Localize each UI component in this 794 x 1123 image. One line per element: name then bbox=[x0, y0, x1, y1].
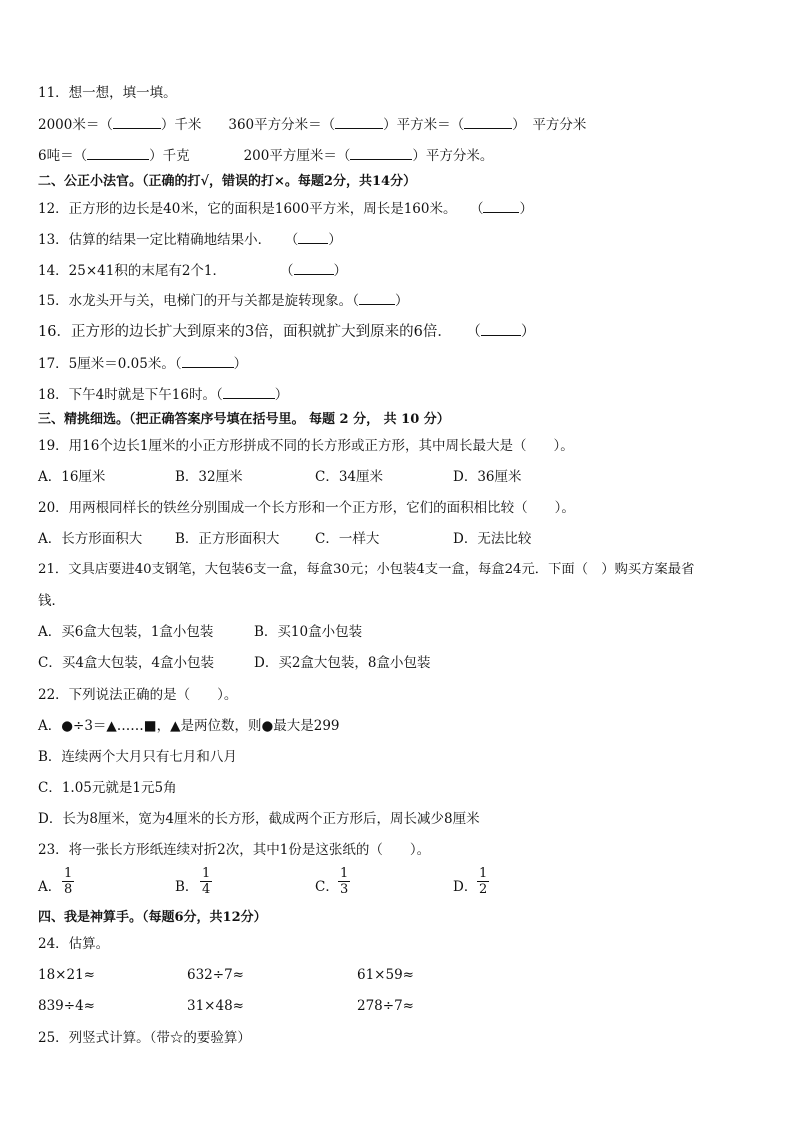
q17-text: 17．5厘米＝0.05米。 bbox=[38, 356, 175, 372]
q24-expr-2: 632÷7≈ bbox=[187, 967, 244, 983]
q24-expr-4: 839÷4≈ bbox=[38, 998, 95, 1014]
q21-stem-line-1: 21．文具店要进40支钢笔，大包装6支一盒，每盒30元；小包装4支一盒，每盒24元．下面（ ）购买方案最省 bbox=[38, 562, 695, 577]
paren-open: （ bbox=[286, 263, 294, 279]
q11-row-1 bbox=[38, 115, 586, 134]
answer-blank[interactable] bbox=[113, 115, 161, 129]
q15-text: 15．水龙头开与关，电梯门的开与关都是旋转现象。 bbox=[38, 293, 353, 309]
q11-r1-text-e: ） bbox=[512, 117, 519, 133]
q13 bbox=[38, 230, 342, 249]
q20-option-c[interactable]: C．一样大 bbox=[315, 531, 380, 547]
section-3-heading: 三、精挑细选。（把正确答案序号填在括号里。 每题 2 分， 共 10 分） bbox=[38, 412, 450, 427]
section-4-heading: 四、我是神算手。（每题6分，共12分） bbox=[38, 910, 267, 925]
paren-open: （ bbox=[174, 356, 182, 372]
fraction-denominator: 4 bbox=[202, 882, 211, 897]
q22-option-d[interactable]: D．长为8厘米，宽为4厘米的长方形，截成两个正方形后，周长减少8厘米 bbox=[38, 811, 480, 827]
q23-fraction-c bbox=[338, 866, 350, 897]
answer-blank[interactable] bbox=[294, 261, 334, 275]
paren-open: （ bbox=[215, 387, 223, 403]
paren-open: （ bbox=[473, 324, 481, 340]
q11-row-2 bbox=[38, 146, 493, 165]
fraction-numerator: 1 bbox=[340, 866, 349, 881]
fraction-denominator: 2 bbox=[479, 882, 488, 897]
q11-r2-text-c: 200平方厘米＝（ bbox=[243, 148, 351, 164]
q18 bbox=[38, 385, 288, 404]
q11-r1-text-a: 2000米＝（ bbox=[38, 117, 113, 133]
q13-text: 13．估算的结果一定比精确地结果小． bbox=[38, 232, 265, 248]
paren-close: ） bbox=[328, 232, 342, 248]
q11-r2-text-a: 6吨＝（ bbox=[38, 148, 88, 164]
q19-option-b[interactable]: B．32厘米 bbox=[175, 469, 243, 485]
answer-blank[interactable] bbox=[359, 291, 395, 305]
q21-option-d[interactable]: D．买2盒大包装，8盒小包装 bbox=[254, 655, 431, 671]
paren-open: （ bbox=[291, 232, 299, 248]
paren-close: ） bbox=[519, 201, 533, 217]
q11-r1-text-b: ）千米 bbox=[160, 117, 202, 133]
paren-close: ） bbox=[233, 356, 248, 372]
q18-text: 18．下午4时就是下午16时。 bbox=[38, 387, 216, 403]
q22-option-a[interactable]: A．●÷3＝▲……■，▲是两位数，则●最大是299 bbox=[38, 718, 340, 734]
paren-close: ） bbox=[333, 263, 348, 279]
q16 bbox=[38, 322, 535, 341]
answer-blank[interactable] bbox=[298, 230, 328, 244]
q24-title: 24．估算。 bbox=[38, 936, 110, 952]
q11-title: 11．想一想，填一填。 bbox=[38, 85, 177, 101]
q11-r2-text-d: ）平方分米。 bbox=[412, 148, 494, 164]
q20-option-d[interactable]: D．无法比较 bbox=[453, 531, 532, 547]
q23-stem: 23．将一张长方形纸连续对折2次，其中1份是这张纸的（ ）。 bbox=[38, 842, 431, 858]
fraction-denominator: 8 bbox=[64, 882, 73, 897]
q11-r1-text-f: 平方分米 bbox=[532, 117, 587, 133]
q22-option-c[interactable]: C．1.05元就是1元5角 bbox=[38, 780, 177, 796]
q23-fraction-a bbox=[62, 866, 74, 897]
q24-expr-6: 278÷7≈ bbox=[357, 998, 414, 1014]
q14 bbox=[38, 261, 347, 280]
fraction-denominator: 3 bbox=[340, 882, 349, 897]
q19-option-c[interactable]: C．34厘米 bbox=[315, 469, 384, 485]
q14-text: 14．25×41积的末尾有2个1． bbox=[38, 263, 220, 279]
q19-stem: 19．用16个边长1厘米的小正方形拼成不同的长方形或正方形，其中周长最大是（ ）。 bbox=[38, 438, 574, 454]
q21-stem-line-2: 钱． bbox=[38, 593, 65, 609]
q21-option-b[interactable]: B．买10盒小包装 bbox=[254, 624, 363, 640]
q22-stem: 22．下列说法正确的是（ ）。 bbox=[38, 687, 238, 703]
q21-option-c[interactable]: C．买4盒大包装，4盒小包装 bbox=[38, 655, 215, 671]
q25-title: 25．列竖式计算。（带☆的要验算） bbox=[38, 1030, 251, 1046]
q24-expr-1: 18×21≈ bbox=[38, 967, 95, 983]
q11-r1-text-c: 360平方分米＝（ bbox=[228, 117, 336, 133]
answer-blank[interactable] bbox=[464, 115, 512, 129]
paren-close: ） bbox=[520, 324, 536, 340]
q20-option-a[interactable]: A．长方形面积大 bbox=[38, 531, 143, 547]
q23-option-d[interactable]: D． bbox=[453, 879, 478, 895]
section-2-heading: 二、公正小法官。（正确的打√，错误的打×。每题2分，共14分） bbox=[38, 174, 417, 189]
q24-expr-3: 61×59≈ bbox=[357, 967, 414, 983]
answer-blank[interactable] bbox=[87, 146, 149, 160]
q23-fraction-d bbox=[477, 866, 489, 897]
q12-text: 12．正方形的边长是40米，它的面积是1600平方米，周长是160米。 bbox=[38, 201, 450, 217]
q11-r1-text-d: ）平方米＝（ bbox=[383, 117, 465, 133]
paren-close: ） bbox=[394, 293, 409, 309]
q23-option-c[interactable]: C． bbox=[315, 879, 339, 895]
answer-blank[interactable] bbox=[223, 385, 275, 399]
q12 bbox=[38, 199, 533, 218]
fraction-numerator: 1 bbox=[202, 866, 211, 881]
q24-expr-5: 31×48≈ bbox=[187, 998, 244, 1014]
q20-stem: 20．用两根同样长的铁丝分别围成一个长方形和一个正方形，它们的面积相比较（ ）。 bbox=[38, 500, 575, 516]
fraction-numerator: 1 bbox=[479, 866, 488, 881]
fraction-numerator: 1 bbox=[64, 866, 73, 881]
q20-option-b[interactable]: B．正方形面积大 bbox=[175, 531, 280, 547]
paren-open: （ bbox=[352, 293, 359, 309]
paren-close: ） bbox=[274, 387, 289, 403]
q22-option-b[interactable]: B．连续两个大月只有七月和八月 bbox=[38, 749, 237, 765]
answer-blank[interactable] bbox=[481, 322, 521, 336]
q17 bbox=[38, 354, 247, 373]
q11-r2-text-b: ）千克 bbox=[149, 148, 190, 164]
answer-blank[interactable] bbox=[350, 146, 412, 160]
answer-blank[interactable] bbox=[483, 199, 519, 213]
answer-blank[interactable] bbox=[335, 115, 383, 129]
q19-option-a[interactable]: A．16厘米 bbox=[38, 469, 106, 485]
q21-option-a[interactable]: A．买6盒大包装，1盒小包装 bbox=[38, 624, 214, 640]
paren-open: （ bbox=[476, 201, 484, 217]
q19-option-d[interactable]: D．36厘米 bbox=[453, 469, 522, 485]
q23-option-a[interactable]: A． bbox=[38, 879, 62, 895]
q23-option-b[interactable]: B． bbox=[175, 879, 199, 895]
answer-blank[interactable] bbox=[182, 354, 234, 368]
q23-fraction-b bbox=[200, 866, 212, 897]
q15 bbox=[38, 291, 408, 310]
q16-text: 16．正方形的边长扩大到原来的3倍，面积就扩大到原来的6倍． bbox=[38, 324, 445, 340]
